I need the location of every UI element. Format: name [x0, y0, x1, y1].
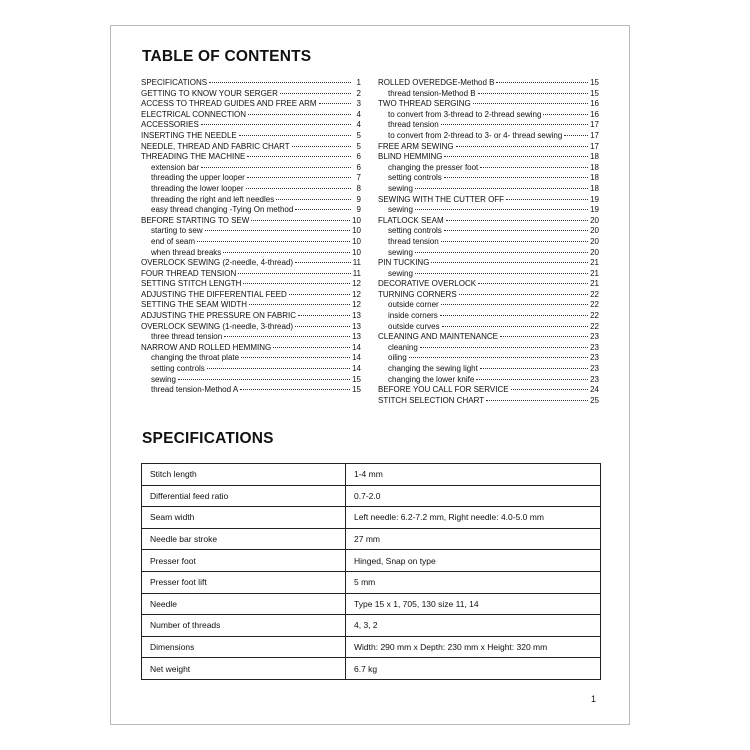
- toc-entry-title: setting controls: [388, 226, 442, 236]
- toc-entry-page: 3: [356, 99, 361, 109]
- toc-dot-leader: [500, 336, 588, 337]
- toc-entry-page: 9: [356, 205, 361, 215]
- toc-dot-leader: [276, 199, 351, 200]
- toc-entry-title: NEEDLE, THREAD AND FABRIC CHART: [141, 141, 290, 151]
- toc-entry: [141, 173, 361, 184]
- specifications-table: [141, 463, 601, 680]
- toc-dot-leader: [201, 167, 351, 168]
- toc-dot-leader: [480, 167, 588, 168]
- toc-entry-title: ACCESSORIES: [141, 120, 199, 130]
- spec-label: Needle bar stroke: [142, 528, 346, 550]
- toc-entry: [378, 216, 599, 227]
- toc-dot-leader: [444, 230, 588, 231]
- toc-entry: [378, 353, 599, 364]
- toc-entry-title: DECORATIVE OVERLOCK: [378, 279, 477, 289]
- toc-dot-leader: [511, 389, 589, 390]
- toc-entry-title: ACCESS TO THREAD GUIDES AND FREE ARM: [141, 99, 317, 109]
- toc-entry-page: 17: [590, 141, 599, 151]
- toc-dot-leader: [178, 379, 350, 380]
- toc-entry-page: 22: [590, 311, 599, 321]
- spec-value: 5 mm: [346, 571, 601, 593]
- toc-dot-leader: [246, 188, 351, 189]
- toc-entry-page: 20: [590, 215, 599, 225]
- toc-entry: [141, 343, 361, 354]
- toc-entry: [378, 385, 599, 396]
- toc-entry-title: SEWING WITH THE CUTTER OFF: [378, 194, 505, 204]
- specifications-heading: SPECIFICATIONS: [142, 430, 274, 447]
- toc-entry-page: 13: [352, 332, 361, 342]
- toc-entry-page: 18: [590, 162, 599, 172]
- toc-entry-title: thread tension: [388, 236, 439, 246]
- toc-dot-leader: [441, 304, 588, 305]
- toc-left-column: [141, 78, 361, 396]
- toc-entry-page: 4: [356, 109, 361, 119]
- toc-dot-leader: [224, 336, 350, 337]
- toc-dot-leader: [273, 347, 350, 348]
- toc-entry-title: SETTING STITCH LENGTH: [141, 279, 242, 289]
- toc-dot-leader: [223, 252, 350, 253]
- toc-dot-leader: [415, 252, 588, 253]
- toc-entry-page: 14: [352, 353, 361, 363]
- toc-entry: [378, 300, 599, 311]
- toc-entry: [141, 300, 361, 311]
- toc-entry-page: 15: [352, 385, 361, 395]
- spec-row: [142, 658, 601, 680]
- toc-entry-title: threading the upper looper: [151, 173, 245, 183]
- toc-entry-page: 12: [352, 300, 361, 310]
- toc-entry: [141, 163, 361, 174]
- toc-entry-title: starting to sew: [151, 226, 203, 236]
- toc-dot-leader: [251, 220, 350, 221]
- toc-entry-title: ROLLED OVEREDGE-Method B: [378, 78, 495, 87]
- toc-entry-title: sewing: [388, 205, 413, 215]
- toc-entry-title: NARROW AND ROLLED HEMMING: [141, 342, 272, 352]
- toc-entry-title: easy thread changing -Tying On method: [151, 205, 294, 215]
- toc-entry-title: BEFORE STARTING TO SEW: [141, 215, 250, 225]
- toc-entry-title: FOUR THREAD TENSION: [141, 268, 237, 278]
- toc-dot-leader: [409, 357, 588, 358]
- toc-entry-page: 11: [352, 258, 361, 268]
- toc-entry-page: 22: [590, 289, 599, 299]
- toc-entry-title: thread tension-Method A: [151, 385, 239, 395]
- toc-entry: [378, 375, 599, 386]
- toc-dot-leader: [295, 262, 351, 263]
- toc-entry-page: 21: [590, 268, 599, 278]
- toc-dot-leader: [249, 304, 350, 305]
- toc-entry-title: CLEANING AND MAINTENANCE: [378, 332, 499, 342]
- page-number: 1: [590, 694, 596, 704]
- toc-entry-title: sewing: [388, 268, 413, 278]
- toc-entry: [141, 195, 361, 206]
- toc-entry-page: 24: [590, 385, 599, 395]
- toc-entry-page: 18: [590, 173, 599, 183]
- toc-dot-leader: [444, 177, 588, 178]
- toc-entry: [378, 173, 599, 184]
- toc-entry-page: 14: [352, 342, 361, 352]
- spec-row: [142, 550, 601, 572]
- toc-entry-title: TURNING CORNERS: [378, 289, 457, 299]
- toc-entry-page: 20: [590, 236, 599, 246]
- spec-row: [142, 615, 601, 637]
- toc-entry: [141, 110, 361, 121]
- toc-entry: [378, 332, 599, 343]
- toc-entry-title: threading the lower looper: [151, 183, 244, 193]
- toc-entry-page: 10: [352, 226, 361, 236]
- toc-entry-page: 11: [352, 268, 361, 278]
- toc-dot-leader: [478, 283, 588, 284]
- toc-dot-leader: [239, 135, 351, 136]
- spec-row: [142, 528, 601, 550]
- toc-entry-page: 15: [352, 374, 361, 384]
- toc-entry-page: 6: [356, 152, 361, 162]
- toc-entry-page: 16: [590, 109, 599, 119]
- toc-dot-leader: [506, 199, 588, 200]
- spec-label: Presser foot: [142, 550, 346, 572]
- spec-label: Dimensions: [142, 636, 346, 658]
- spec-value: 4, 3, 2: [346, 615, 601, 637]
- toc-entry: [378, 269, 599, 280]
- toc-entry-page: 10: [352, 247, 361, 257]
- toc-entry-page: 23: [590, 332, 599, 342]
- toc-entry-title: three thread tension: [151, 332, 223, 342]
- toc-dot-leader: [415, 188, 588, 189]
- toc-entry: [141, 248, 361, 259]
- toc-entry: [141, 258, 361, 269]
- toc-entry-page: 15: [590, 78, 599, 87]
- spec-label: Stitch length: [142, 464, 346, 486]
- toc-entry-page: 13: [352, 311, 361, 321]
- toc-entry-page: 5: [356, 141, 361, 151]
- toc-dot-leader: [209, 82, 351, 83]
- toc-dot-leader: [496, 82, 588, 83]
- toc-entry-title: when thread breaks: [151, 247, 222, 257]
- toc-entry-page: 21: [590, 279, 599, 289]
- toc-entry-page: 4: [356, 120, 361, 130]
- toc-entry-title: end of seam: [151, 236, 196, 246]
- toc-entry: [378, 152, 599, 163]
- toc-dot-leader: [480, 368, 588, 369]
- toc-entry-page: 5: [356, 130, 361, 140]
- toc-entry-page: 23: [590, 353, 599, 363]
- toc-entry: [141, 142, 361, 153]
- toc-dot-leader: [564, 135, 588, 136]
- toc-entry-page: 1: [356, 78, 361, 87]
- toc-entry-page: 6: [356, 162, 361, 172]
- spec-row: [142, 464, 601, 486]
- toc-entry: [141, 290, 361, 301]
- toc-entry: [141, 152, 361, 163]
- spec-label: Presser foot lift: [142, 571, 346, 593]
- toc-dot-leader: [442, 326, 589, 327]
- toc-dot-leader: [543, 114, 588, 115]
- toc-entry-title: inside corners: [388, 311, 438, 321]
- toc-entry-title: outside curves: [388, 321, 440, 331]
- toc-entry: [378, 311, 599, 322]
- toc-entry-title: BEFORE YOU CALL FOR SERVICE: [378, 385, 509, 395]
- spec-value: 1-4 mm: [346, 464, 601, 486]
- toc-entry-page: 14: [352, 364, 361, 374]
- toc-entry: [378, 142, 599, 153]
- toc-entry: [378, 396, 599, 407]
- toc-entry-title: TWO THREAD SERGING: [378, 99, 471, 109]
- toc-entry-page: 17: [590, 130, 599, 140]
- toc-entry-title: oiling: [388, 353, 407, 363]
- toc-entry-page: 20: [590, 247, 599, 257]
- toc-entry: [378, 364, 599, 375]
- toc-entry: [141, 184, 361, 195]
- toc-dot-leader: [240, 389, 350, 390]
- toc-dot-leader: [476, 379, 588, 380]
- spec-value: Width: 290 mm x Depth: 230 mm x Height: 320 mm: [346, 636, 601, 658]
- toc-entry: [141, 375, 361, 386]
- toc-entry-title: thread tension: [388, 120, 439, 130]
- toc-entry: [378, 78, 599, 89]
- toc-entry-title: changing the presser foot: [388, 162, 479, 172]
- manual-page: [110, 25, 630, 725]
- toc-entry-page: 12: [352, 289, 361, 299]
- toc-entry: [378, 131, 599, 142]
- toc-entry: [141, 385, 361, 396]
- toc-entry-page: 23: [590, 364, 599, 374]
- toc-entry: [378, 99, 599, 110]
- toc-dot-leader: [441, 124, 588, 125]
- toc-entry: [378, 226, 599, 237]
- toc-entry-title: changing the throat plate: [151, 353, 240, 363]
- toc-entry: [378, 322, 599, 333]
- toc-entry-page: 10: [352, 236, 361, 246]
- toc-dot-leader: [444, 156, 588, 157]
- toc-entry-title: ADJUSTING THE PRESSURE ON FABRIC: [141, 311, 296, 321]
- toc-entry: [141, 89, 361, 100]
- toc-entry-page: 12: [352, 279, 361, 289]
- spec-value: Hinged, Snap on type: [346, 550, 601, 572]
- toc-entry: [141, 237, 361, 248]
- toc-dot-leader: [298, 315, 350, 316]
- toc-entry: [141, 269, 361, 280]
- toc-entry: [378, 110, 599, 121]
- toc-dot-leader: [247, 156, 351, 157]
- toc-entry-title: INSERTING THE NEEDLE: [141, 130, 237, 140]
- toc-entry-title: STITCH SELECTION CHART: [378, 395, 485, 405]
- spec-row: [142, 507, 601, 529]
- toc-entry-title: OVERLOCK SEWING (2-needle, 4-thread): [141, 258, 294, 268]
- toc-dot-leader: [420, 347, 588, 348]
- toc-entry: [141, 364, 361, 375]
- toc-dot-leader: [456, 146, 589, 147]
- toc-entry-page: 25: [590, 395, 599, 405]
- spec-value: 0.7-2.0: [346, 485, 601, 507]
- spec-label: Net weight: [142, 658, 346, 680]
- toc-entry: [141, 353, 361, 364]
- toc-entry-page: 23: [590, 374, 599, 384]
- toc-dot-leader: [197, 241, 350, 242]
- spec-value: 6.7 kg: [346, 658, 601, 680]
- toc-entry: [378, 184, 599, 195]
- toc-entry-title: ADJUSTING THE DIFFERENTIAL FEED: [141, 289, 287, 299]
- toc-entry-page: 7: [356, 173, 361, 183]
- toc-dot-leader: [446, 220, 588, 221]
- toc-entry-page: 18: [590, 152, 599, 162]
- toc-entry-title: to convert from 2-thread to 3- or 4- thread sewing: [388, 130, 563, 140]
- spec-label: Needle: [142, 593, 346, 615]
- toc-dot-leader: [238, 273, 350, 274]
- toc-dot-leader: [248, 114, 351, 115]
- spec-value: 27 mm: [346, 528, 601, 550]
- toc-entry-title: thread tension-Method B: [388, 88, 476, 98]
- toc-entry: [141, 205, 361, 216]
- toc-entry-title: changing the sewing light: [388, 364, 478, 374]
- toc-entry: [141, 120, 361, 131]
- toc-dot-leader: [440, 315, 588, 316]
- spec-value: Left needle: 6.2-7.2 mm, Right needle: 4.0-5.0 mm: [346, 507, 601, 529]
- toc-entry-title: setting controls: [388, 173, 442, 183]
- toc-dot-leader: [441, 241, 588, 242]
- toc-dot-leader: [207, 368, 350, 369]
- toc-entry-title: extension bar: [151, 162, 200, 172]
- toc-dot-leader: [319, 103, 351, 104]
- toc-entry-page: 17: [590, 120, 599, 130]
- spec-label: Differential feed ratio: [142, 485, 346, 507]
- toc-entry-page: 8: [356, 183, 361, 193]
- toc-entry: [141, 322, 361, 333]
- toc-entry-page: 22: [590, 321, 599, 331]
- toc-entry: [141, 131, 361, 142]
- toc-dot-leader: [473, 103, 588, 104]
- toc-entry-page: 2: [356, 88, 361, 98]
- toc-entry: [378, 343, 599, 354]
- toc-entry: [378, 205, 599, 216]
- toc-entry-title: changing the lower knife: [388, 374, 475, 384]
- toc-entry: [141, 226, 361, 237]
- toc-entry: [378, 195, 599, 206]
- toc-entry-page: 9: [356, 194, 361, 204]
- toc-entry-page: 15: [590, 88, 599, 98]
- toc-entry-title: cleaning: [388, 342, 418, 352]
- toc-entry-title: to convert from 3-thread to 2-thread sewing: [388, 109, 542, 119]
- toc-entry-title: sewing: [388, 183, 413, 193]
- toc-entry-page: 20: [590, 226, 599, 236]
- toc-entry: [378, 120, 599, 131]
- toc-entry-title: sewing: [388, 247, 413, 257]
- toc-entry-title: BLIND HEMMING: [378, 152, 443, 162]
- toc-entry: [378, 258, 599, 269]
- toc-entry: [141, 78, 361, 89]
- toc-dot-leader: [289, 294, 350, 295]
- toc-entry-page: 22: [590, 300, 599, 310]
- toc-dot-leader: [201, 124, 351, 125]
- toc-entry-title: GETTING TO KNOW YOUR SERGER: [141, 88, 278, 98]
- toc-dot-leader: [292, 146, 351, 147]
- toc-entry-title: SPECIFICATIONS: [141, 78, 208, 87]
- spec-row: [142, 636, 601, 658]
- toc-dot-leader: [459, 294, 588, 295]
- toc-entry-title: ELECTRICAL CONNECTION: [141, 109, 247, 119]
- toc-entry: [378, 237, 599, 248]
- toc-entry: [378, 89, 599, 100]
- toc-dot-leader: [295, 209, 351, 210]
- toc-entry-title: SETTING THE SEAM WIDTH: [141, 300, 248, 310]
- toc-dot-leader: [205, 230, 351, 231]
- spec-value: Type 15 x 1, 705, 130 size 11, 14: [346, 593, 601, 615]
- toc-entry: [141, 311, 361, 322]
- toc-entry-page: 13: [352, 321, 361, 331]
- spec-label: Number of threads: [142, 615, 346, 637]
- toc-entry: [378, 279, 599, 290]
- toc-dot-leader: [478, 93, 588, 94]
- toc-entry: [141, 99, 361, 110]
- toc-entry-page: 16: [590, 99, 599, 109]
- toc-dot-leader: [295, 326, 350, 327]
- spec-row: [142, 485, 601, 507]
- toc-entry-page: 21: [590, 258, 599, 268]
- toc-entry-title: OVERLOCK SEWING (1-needle, 3-thread): [141, 321, 294, 331]
- toc-entry-title: FREE ARM SEWING: [378, 141, 454, 151]
- toc-entry: [141, 332, 361, 343]
- spec-label: Seam width: [142, 507, 346, 529]
- toc-entry-title: threading the right and left needles: [151, 194, 275, 204]
- toc-entry-title: THREADING THE MACHINE: [141, 152, 246, 162]
- toc-entry-page: 19: [590, 194, 599, 204]
- toc-entry: [141, 279, 361, 290]
- toc-right-column: [378, 78, 599, 406]
- toc-entry-title: PIN TUCKING: [378, 258, 430, 268]
- toc-heading: TABLE OF CONTENTS: [142, 48, 312, 65]
- toc-entry: [378, 163, 599, 174]
- spec-row: [142, 593, 601, 615]
- toc-entry-page: 19: [590, 205, 599, 215]
- spec-row: [142, 571, 601, 593]
- toc-entry-page: 23: [590, 342, 599, 352]
- toc-entry: [378, 290, 599, 301]
- toc-entry: [378, 248, 599, 259]
- toc-dot-leader: [415, 209, 588, 210]
- toc-entry-title: setting controls: [151, 364, 205, 374]
- toc-dot-leader: [247, 177, 351, 178]
- toc-dot-leader: [241, 357, 350, 358]
- toc-entry-page: 10: [352, 215, 361, 225]
- toc-entry: [141, 216, 361, 227]
- toc-entry-title: sewing: [151, 374, 176, 384]
- toc-dot-leader: [415, 273, 588, 274]
- toc-entry-title: FLATLOCK SEAM: [378, 215, 444, 225]
- toc-entry-title: outside corner: [388, 300, 439, 310]
- toc-dot-leader: [243, 283, 350, 284]
- toc-dot-leader: [486, 400, 588, 401]
- toc-dot-leader: [431, 262, 588, 263]
- toc-dot-leader: [280, 93, 351, 94]
- toc-entry-page: 18: [590, 183, 599, 193]
